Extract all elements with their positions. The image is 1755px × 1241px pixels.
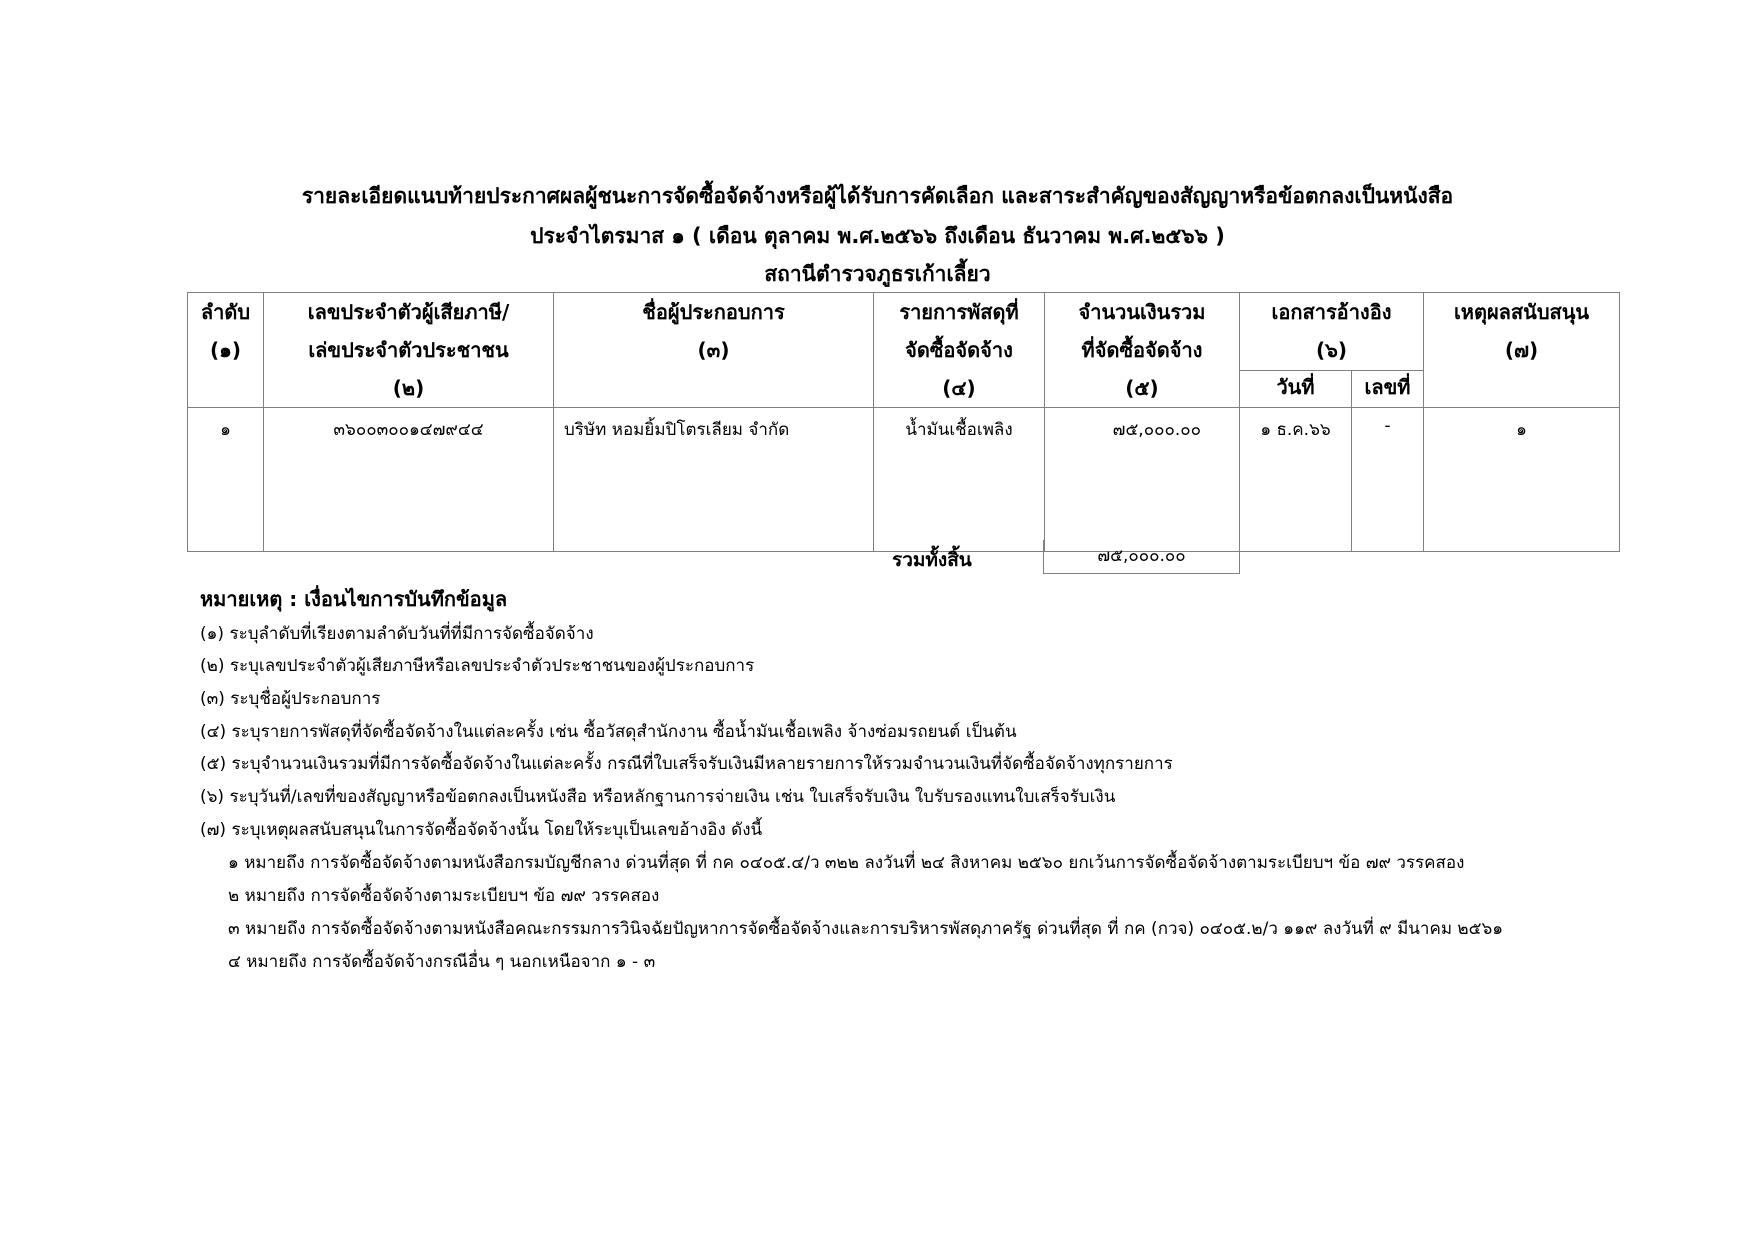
note-item: (๒) ระบุเลขประจำตัวผู้เสียภาษีหรือเลขประจำตัวประชาชนของผู้ประกอบการ	[200, 656, 755, 676]
cell-reason: ๑	[1424, 408, 1620, 552]
note-sub-item: ๓ หมายถึง การจัดซื้อจัดจ้างตามหนังสือคณะกรรมการวินิจฉัยปัญหาการจัดซื้อจัดจ้างและการบริหารพัสดุภาครัฐ ด่วนที่สุด ที่ กค (กวจ) ๐๔๐๕.๒/ว ๑๑๙ ลงวันที่ ๙ มีนาคม ๒๕๖๑	[228, 919, 1504, 939]
header-amount: จำนวนเงินรวม ที่จัดซื้อจัดจ้าง (๕)	[1045, 293, 1240, 408]
note-item: (๓) ระบุชื่อผู้ประกอบการ	[200, 689, 381, 709]
note-item: (๖) ระบุวันที่/เลขที่ของสัญญาหรือข้อตกลงเป็นหนังสือ หรือหลักฐานการจ่ายเงิน เช่น ใบเสร็จรับเงิน ใบรับรองแทนใบเสร็จรับเงิน	[200, 787, 1116, 807]
procurement-table	[187, 292, 1620, 552]
note-item: (๗) ระบุเหตุผลสนับสนุนในการจัดซื้อจัดจ้างนั้น โดยให้ระบุเป็นเลขอ้างอิง ดังนี้	[200, 820, 763, 840]
note-item: (๕) ระบุจำนวนเงินรวมที่มีการจัดซื้อจัดจ้างในแต่ละครั้ง กรณีที่ใบเสร็จรับเงินมีหลายรายการให้รวมจำนวนเงินที่จัดซื้อจัดจ้างทุกรายการ	[200, 754, 1173, 774]
note-sub-item: ๑ หมายถึง การจัดซื้อจัดจ้างตามหนังสือกรมบัญชีกลาง ด่วนที่สุด ที่ กค ๐๔๐๕.๔/ว ๓๒๒ ลงวันที่ ๒๔ สิงหาคม ๒๕๖๐ ยกเว้นการจัดซื้อจัดจ้างตามระเบียบฯ ข้อ ๗๙ วรรคสอง	[228, 853, 1465, 873]
cell-item: น้ำมันเชื้อเพลิง	[874, 408, 1045, 552]
agency-name: สถานีตำรวจภูธรเก้าเลี้ยว	[764, 262, 991, 286]
page-title: รายละเอียดแนบท้ายประกาศผลผู้ชนะการจัดซื้อจัดจ้างหรือผู้ได้รับการคัดเลือก และสาระสำคัญของสัญญาหรือข้อตกลงเป็นหนังสือ	[301, 184, 1454, 208]
cell-doc-no: -	[1352, 408, 1424, 552]
quarter-subtitle: ประจำไตรมาส ๑ ( เดือน ตุลาคม พ.ศ.๒๕๖๖ ถึงเดือน ธันวาคม พ.ศ.๒๕๖๖ )	[530, 224, 1225, 248]
table-row	[188, 408, 1620, 552]
notes-title: หมายเหตุ : เงื่อนไขการบันทึกข้อมูล	[200, 587, 508, 611]
total-label: รวมทั้งสิ้น	[892, 549, 972, 571]
cell-amount: ๗๕,๐๐๐.๐๐	[1045, 408, 1240, 552]
total-value: ๗๕,๐๐๐.๐๐	[1043, 540, 1240, 574]
header-doc-no: เลขที่	[1352, 371, 1424, 408]
note-item: (๔) ระบุรายการพัสดุที่จัดซื้อจัดจ้างในแต่ละครั้ง เช่น ซื้อวัสดุสำนักงาน ซื้อน้ำมันเชื้อเพลิง จ้างซ่อมรถยนต์ เป็นต้น	[200, 722, 1017, 742]
header-item: รายการพัสดุที่ จัดซื้อจัดจ้าง (๔)	[874, 293, 1045, 408]
header-reason: เหตุผลสนับสนุน (๗)	[1424, 293, 1620, 408]
note-sub-item: ๒ หมายถึง การจัดซื้อจัดจ้างตามระเบียบฯ ข้อ ๗๙ วรรคสอง	[228, 886, 660, 906]
header-reference-docs: เอกสารอ้างอิง (๖)	[1240, 293, 1424, 371]
header-tax-id: เลขประจำตัวผู้เสียภาษี/ เล่ขประจำตัวประชาชน (๒)	[264, 293, 554, 408]
header-order: ลำดับ (๑)	[188, 293, 264, 408]
cell-doc-date: ๑ ธ.ค.๖๖	[1240, 408, 1352, 552]
cell-vendor: บริษัท หอมยิ้มปิโตรเลียม จำกัด	[554, 408, 874, 552]
header-doc-date: วันที่	[1240, 371, 1352, 408]
note-sub-item: ๔ หมายถึง การจัดซื้อจัดจ้างกรณีอื่น ๆ นอกเหนือจาก ๑ - ๓	[228, 952, 656, 972]
header-vendor: ชื่อผู้ประกอบการ (๓)	[554, 293, 874, 408]
note-item: (๑) ระบุลำดับที่เรียงตามลำดับวันที่ที่มีการจัดซื้อจัดจ้าง	[200, 624, 594, 644]
cell-order: ๑	[188, 408, 264, 552]
cell-tax-id: ๓๖๐๐๓๐๐๑๔๗๙๔๔	[264, 408, 554, 552]
